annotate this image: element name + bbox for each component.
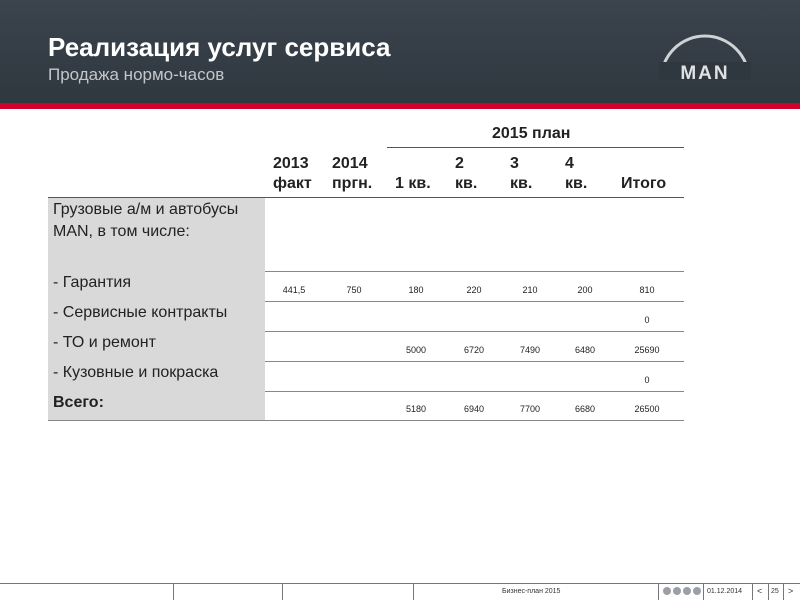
row-label: Грузовые а/м и автобусы MAN, в том числе: [53,201,239,240]
row-label: - ТО и ремонт [53,334,156,351]
footer-separator [768,583,769,600]
table-cell-value: 0 [644,375,650,385]
table-cell-value: 0 [644,315,650,325]
table-cell-value: 6720 [463,345,485,355]
table-cell-value: 5000 [405,345,427,355]
footer-separator [752,583,753,600]
table-cell-value: 441,5 [282,285,306,295]
footer-separator [413,583,414,600]
prev-slide-button[interactable]: < [757,586,763,596]
table-cell-value: 200 [577,285,593,295]
footer-date: 01.12.2014 [707,588,743,595]
footer-separator [282,583,283,600]
table-cell-value: 6940 [463,404,485,414]
column-header: 1 кв. [395,175,431,192]
table-cell-value: 210 [522,285,538,295]
table-cell-value: 7700 [519,404,541,414]
table-cell-value: 25690 [634,345,660,355]
table-cell-value: 7490 [519,345,541,355]
slide-subtitle: Продажа нормо-часов [48,65,225,84]
group-header-underline [387,147,684,148]
table-cell-value: 810 [639,285,655,295]
row-label: Всего: [53,394,104,411]
header-accent-line [0,103,800,109]
slide-title: Реализация услуг сервиса [48,32,391,62]
footer-separator [703,583,704,600]
column-header: 2013 факт [273,155,312,192]
table-cell-value: 26500 [634,404,660,414]
column-header: 2 кв. [455,155,478,192]
table-cell-value: 220 [466,285,482,295]
column-header: 3 кв. [510,155,533,192]
table-cell-value: 5180 [405,404,427,414]
column-header: Итого [621,175,667,192]
table-cell-value: 750 [346,285,362,295]
footer-separator [658,583,659,600]
confidentiality-dots-icon [663,587,701,595]
table-cell-value: 180 [408,285,424,295]
footer-separator [783,583,784,600]
logo-text: MAN [680,63,730,84]
row-label: - Гарантия [53,274,131,291]
footer-doc-title: Бизнес-план 2015 [502,588,561,595]
column-header: 2014 пргн. [332,155,373,192]
next-slide-button[interactable]: > [788,586,794,596]
column-header: 4 кв. [565,155,588,192]
page-number: 25 [771,588,779,595]
footer-divider [0,583,800,584]
table-cell-value: 6480 [574,345,596,355]
man-logo [655,24,755,86]
group-header-2015: 2015 план [492,125,571,142]
row-divider [48,420,684,421]
row-label: - Кузовные и покраска [53,364,219,381]
footer-separator [173,583,174,600]
row-label: - Сервисные контракты [53,304,228,321]
table-cell-value: 6680 [574,404,596,414]
